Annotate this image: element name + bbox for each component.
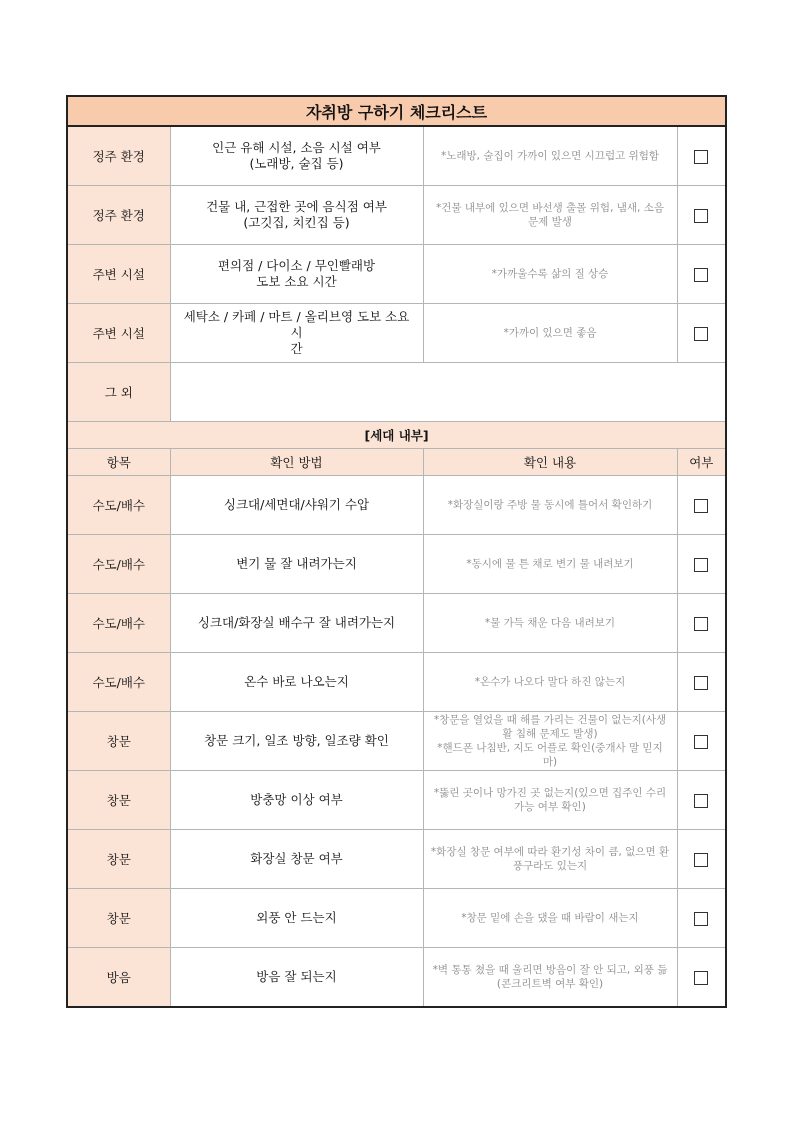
row-category: 창문 — [67, 830, 170, 889]
method-line: 간 — [290, 341, 303, 356]
note-line: *뚫린 곳이나 망가진 곳 없는지(있으면 집주인 수리 — [433, 787, 667, 799]
checklist-row — [67, 126, 726, 186]
section-title: [세대 내부] — [67, 422, 726, 449]
checklist-row — [67, 186, 726, 245]
row-check-cell — [677, 712, 726, 771]
method-line: 화장실 창문 여부 — [250, 851, 343, 866]
row-method — [170, 771, 423, 830]
row-method — [170, 126, 423, 186]
row-category: 정주 환경 — [67, 186, 170, 245]
note-line: *건물 내부에 있으면 바선생 출몰 위험, 냄새, 소음 — [435, 202, 664, 214]
row-note — [423, 771, 677, 830]
checkbox[interactable] — [694, 617, 708, 631]
method-line: 창문 크기, 일조 방향, 일조량 확인 — [204, 733, 389, 748]
note-line: *가까울수록 삶의 질 상승 — [491, 268, 609, 280]
checklist-row — [67, 889, 726, 948]
row-check-cell — [677, 126, 726, 186]
method-line: (고깃집, 치킨집 등) — [243, 215, 350, 230]
row-note — [423, 653, 677, 712]
method-line: 싱크대/화장실 배수구 잘 내려가는지 — [197, 615, 396, 630]
row-category: 창문 — [67, 712, 170, 771]
note-line: *물 가득 채운 다음 내려보기 — [484, 617, 616, 629]
checklist-row — [67, 245, 726, 304]
method-line: 세탁소 / 카페 / 마트 / 올리브영 도보 소요 시 — [183, 309, 410, 340]
checkbox[interactable] — [694, 499, 708, 513]
row-check-cell — [677, 771, 726, 830]
checklist-row — [67, 948, 726, 1008]
row-note — [423, 948, 677, 1008]
row-method — [170, 476, 423, 535]
row-check-cell — [677, 889, 726, 948]
row-method — [170, 948, 423, 1008]
row-note — [423, 126, 677, 186]
row-category: 수도/배수 — [67, 594, 170, 653]
row-note — [423, 304, 677, 363]
method-line: 건물 내, 근접한 곳에 음식점 여부 — [206, 199, 387, 214]
checklist-row — [67, 535, 726, 594]
row-check-cell — [677, 476, 726, 535]
other-label: 그 외 — [67, 363, 170, 422]
method-line: 싱크대/세면대/샤워기 수압 — [223, 497, 370, 512]
note-line: (콘크리트벽 여부 확인) — [496, 978, 604, 990]
checkbox[interactable] — [694, 853, 708, 867]
note-line: *벽 통통 쳤을 때 울리면 방음이 잘 안 되고, 외풍 듦 — [432, 964, 668, 976]
other-notes-field[interactable] — [170, 363, 726, 422]
header-row — [67, 449, 726, 476]
checkbox[interactable] — [694, 676, 708, 690]
note-line: *동시에 물 튼 채로 변기 물 내려보기 — [466, 558, 634, 570]
note-line: *창문을 열었을 때 해를 가리는 건물이 없는지(사생 — [433, 714, 667, 726]
method-line: 방음 잘 되는지 — [256, 969, 337, 984]
method-line: 편의점 / 다이소 / 무인빨래방 — [217, 258, 376, 273]
note-line: *창문 밑에 손을 댔을 때 바람이 새는지 — [461, 912, 639, 924]
note-line: *가까이 있으면 좋음 — [503, 327, 597, 339]
checklist-title: 자취방 구하기 체크리스트 — [67, 96, 726, 126]
row-check-cell — [677, 304, 726, 363]
other-row — [67, 363, 726, 422]
row-check-cell — [677, 245, 726, 304]
row-category: 수도/배수 — [67, 535, 170, 594]
row-category: 수도/배수 — [67, 653, 170, 712]
checklist-row — [67, 712, 726, 771]
section-row — [67, 422, 726, 449]
note-line: *노래방, 술집이 가까이 있으면 시끄럽고 위험함 — [441, 150, 659, 162]
row-check-cell — [677, 653, 726, 712]
row-method — [170, 830, 423, 889]
row-category: 주변 시설 — [67, 304, 170, 363]
header-item: 항목 — [67, 449, 170, 476]
method-line: 인근 유해 시설, 소음 시설 여부 — [212, 140, 381, 155]
row-check-cell — [677, 594, 726, 653]
checkbox[interactable] — [694, 971, 708, 985]
checklist-row — [67, 830, 726, 889]
checkbox[interactable] — [694, 735, 708, 749]
row-note — [423, 889, 677, 948]
note-line: *핸드폰 나침반, 지도 어플로 확인(중개사 말 믿지 — [437, 742, 663, 754]
row-category: 수도/배수 — [67, 476, 170, 535]
checkbox[interactable] — [694, 268, 708, 282]
note-line: 마) — [542, 756, 558, 768]
row-note — [423, 245, 677, 304]
checkbox[interactable] — [694, 558, 708, 572]
row-check-cell — [677, 948, 726, 1008]
row-note — [423, 186, 677, 245]
note-line: 가능 여부 확인) — [514, 801, 586, 813]
checklist-row — [67, 653, 726, 712]
checklist-row — [67, 771, 726, 830]
checklist-table — [66, 95, 727, 1008]
row-check-cell — [677, 535, 726, 594]
row-note — [423, 712, 677, 771]
checkbox[interactable] — [694, 209, 708, 223]
note-line: 활 침해 문제도 발생) — [502, 728, 598, 740]
note-line: *온수가 나오다 말다 하진 않는지 — [474, 676, 626, 688]
checkbox[interactable] — [694, 794, 708, 808]
row-method — [170, 653, 423, 712]
row-method — [170, 535, 423, 594]
note-line: 풍구라도 있는지 — [512, 860, 588, 872]
note-line: *화장실이랑 주방 물 동시에 틀어서 확인하기 — [447, 499, 653, 511]
row-category: 주변 시설 — [67, 245, 170, 304]
row-method — [170, 304, 423, 363]
method-line: 온수 바로 나오는지 — [244, 674, 349, 689]
row-method — [170, 186, 423, 245]
row-method — [170, 712, 423, 771]
method-line: 변기 물 잘 내려가는지 — [236, 556, 357, 571]
checkbox[interactable] — [694, 150, 708, 164]
method-line: 방충망 이상 여부 — [250, 792, 343, 807]
note-line: *화장실 창문 여부에 따라 환기성 차이 큼, 없으면 환 — [430, 846, 670, 858]
row-check-cell — [677, 186, 726, 245]
checklist-row — [67, 594, 726, 653]
row-category: 창문 — [67, 889, 170, 948]
row-method — [170, 889, 423, 948]
row-category: 방음 — [67, 948, 170, 1008]
row-check-cell — [677, 830, 726, 889]
row-category: 정주 환경 — [67, 126, 170, 186]
method-line: (노래방, 술집 등) — [249, 156, 344, 171]
note-line: 문제 발생 — [528, 216, 572, 228]
method-line: 도보 소요 시간 — [256, 274, 337, 289]
method-line: 외풍 안 드는지 — [256, 910, 337, 925]
row-category: 창문 — [67, 771, 170, 830]
checkbox[interactable] — [694, 912, 708, 926]
header-method: 확인 방법 — [170, 449, 423, 476]
row-note — [423, 594, 677, 653]
row-note — [423, 830, 677, 889]
row-method — [170, 594, 423, 653]
row-note — [423, 535, 677, 594]
checklist-row — [67, 476, 726, 535]
row-method — [170, 245, 423, 304]
header-content: 확인 내용 — [423, 449, 677, 476]
header-done: 여부 — [677, 449, 726, 476]
checklist-row — [67, 304, 726, 363]
checkbox[interactable] — [694, 327, 708, 341]
row-note — [423, 476, 677, 535]
